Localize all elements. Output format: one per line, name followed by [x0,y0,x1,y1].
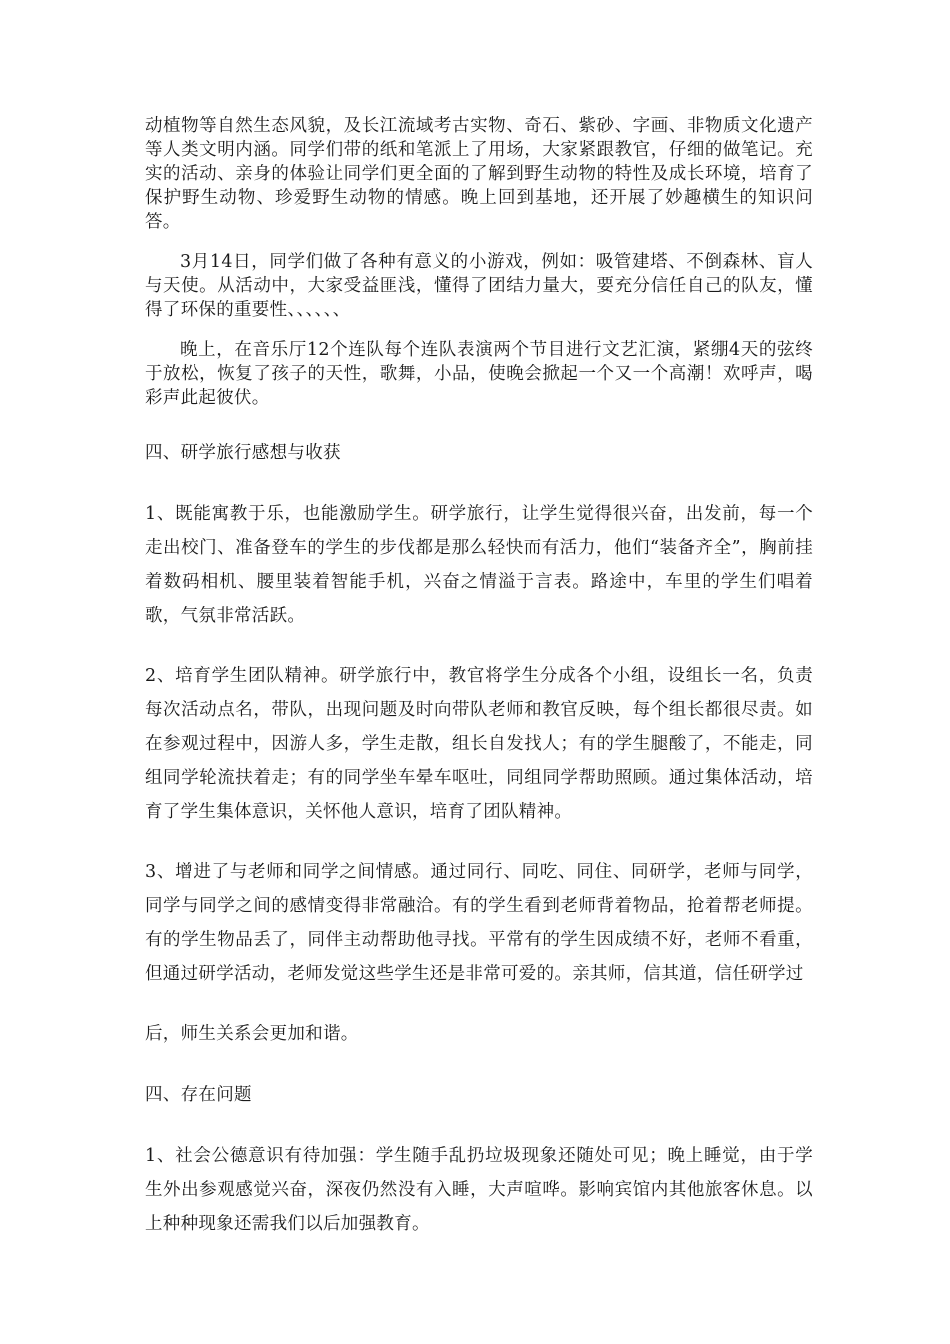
paragraph-wildlife-visit: 动植物等自然生态风貌，及长江流域考古实物、奇石、紫砂、字画、非物质文化遗产等人类文明内涵。同学们带的纸和笔派上了用场，大家紧跟教官，仔细的做笔记。充实的活动、亲身的体验让同学们更全面的了解到野生动物的特性及成长环境，培育了保护野生动物、珍爱野生动物的情感。晚上回到基地，还开展了妙趣横生的知识问答。 [145,116,813,232]
paragraph-evening-performance: 晚上，在音乐厅12个连队每个连队表演两个节目进行文艺汇演，紧绷4天的弦终于放松，恢复了孩子的天性，歌舞，小品，使晚会掀起一个又一个高潮！欢呼声，喝彩声此起彼伏。 [145,340,813,408]
paragraph-march-14-games: 3月14日，同学们做了各种有意义的小游戏，例如：吸管建塔、不倒森林、盲人与天使。从活动中，大家受益匪浅，懂得了团结力量大，要充分信任自己的队友，懂得了环保的重要性、、、、、、 [145,252,813,320]
paragraph-problem-1: 1、社会公德意识有待加强：学生随手乱扔垃圾现象还随处可见；晚上睡觉，由于学生外出参观感觉兴奋，深夜仍然没有入睡，大声喧哗。影响宾馆内其他旅客休息。以上种种现象还需我们以后加强教育。 [145,1146,813,1234]
section-heading-problems: 四、存在问题 [145,1085,252,1105]
section-heading-reflections: 四、研学旅行感想与收获 [145,443,341,463]
document-page [145,108,813,1241]
paragraph-reflection-1: 1、既能寓教于乐，也能激励学生。研学旅行，让学生觉得很兴奋，出发前，每一个走出校门、准备登车的学生的步伐都是那么轻快而有活力，他们“装备齐全”，胸前挂着数码相机、腰里装着智能手机，兴奋之情溢于言表。路途中，车里的学生们唱着歌，气氛非常活跃。 [145,504,813,626]
paragraph-reflection-3-continued: 后，师生关系会更加和谐。 [145,1024,359,1044]
paragraph-reflection-2: 2、培育学生团队精神。研学旅行中，教官将学生分成各个小组，设组长一名，负责每次活动点名，带队，出现问题及时向带队老师和教官反映，每个组长都很尽责。如在参观过程中，因游人多，学生走散，组长自发找人；有的学生腿酸了，不能走，同组同学轮流扶着走；有的同学坐车晕车呕吐，同组同学帮助照顾。通过集体活动，培育了学生集体意识，关怀他人意识，培育了团队精神。 [145,666,813,822]
paragraph-reflection-3: 3、增进了与老师和同学之间情感。通过同行、同吃、同住、同研学，老师与同学，同学与同学之间的感情变得非常融洽。有的学生看到老师背着物品，抢着帮老师提。有的学生物品丢了，同伴主动帮助他寻找。平常有的学生因成绩不好，老师不看重，但通过研学活动，老师发觉这些学生还是非常可爱的。亲其师，信其道，信任研学过 [145,862,813,984]
